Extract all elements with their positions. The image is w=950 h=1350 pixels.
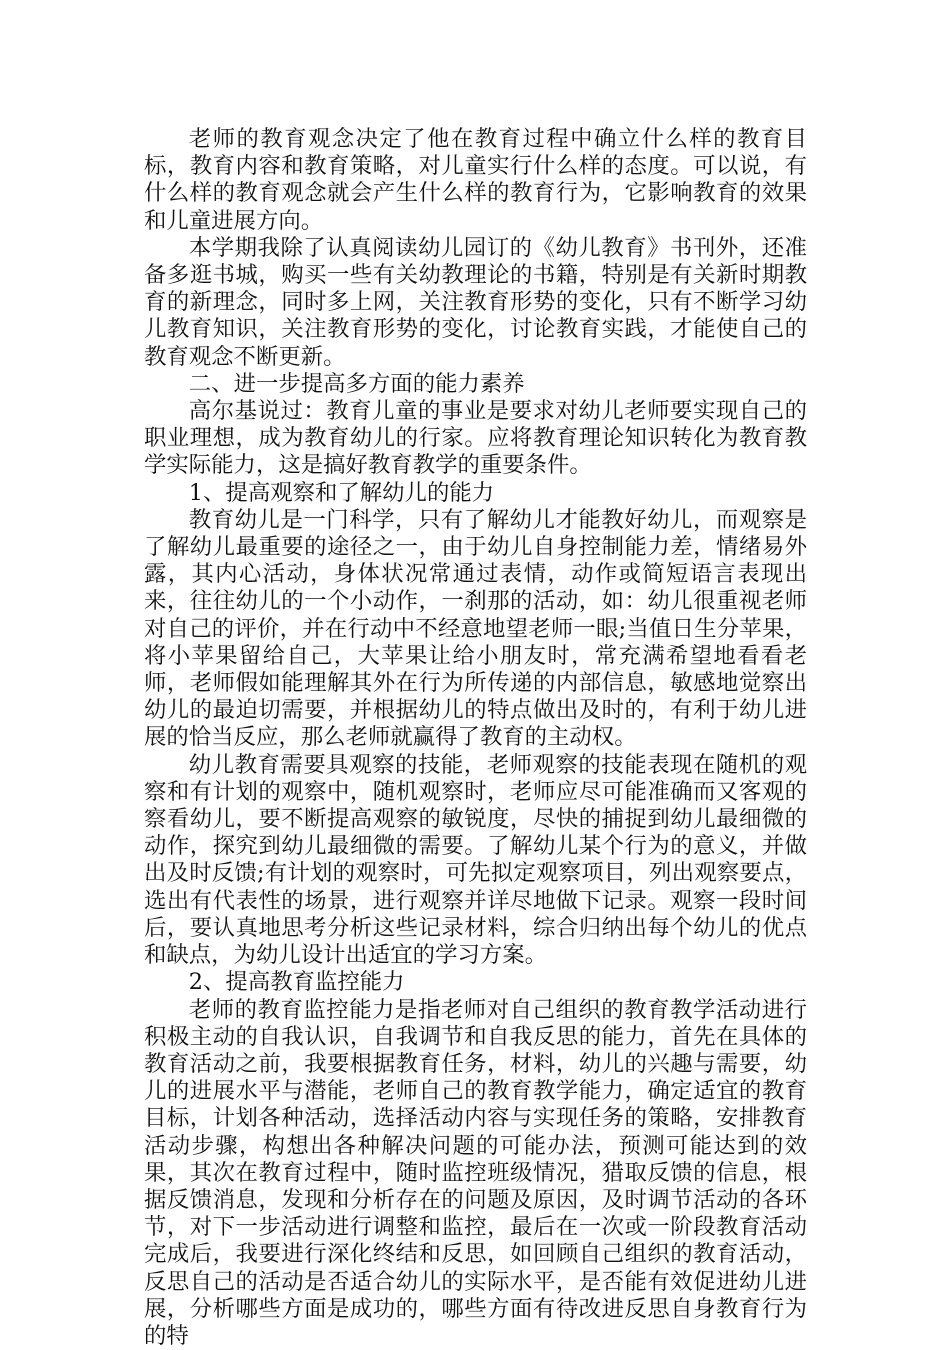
section-heading-ability: 二、进一步提高多方面的能力素养 [144, 371, 807, 398]
paragraph-education-concept: 老师的教育观念决定了他在教育过程中确立什么样的教育目标，教育内容和教育策略，对儿童实行什么样的态度。可以说，有什么样的教育观念就会产生什么样的教育行为，它影响教育的效果和儿童进展方向。 [144, 126, 807, 235]
paragraph-observation-importance: 教育幼儿是一门科学，只有了解幼儿才能教好幼儿，而观察是了解幼儿最重要的途径之一，由于幼儿自身控制能力差，情绪易外露，其内心活动，身体状况常通过表情，动作或简短语言表现出来，往往幼儿的一个小动作，一刹那的活动，如：幼儿很重视老师对自己的评价，并在行动中不经意地望老师一眼;当值日生分苹果，将小苹果留给自己，大苹果让给小朋友时，常充满希望地看看老师，老师假如能理解其外在行为所传递的内部信息，敏感地觉察出幼儿的最迫切需要，并根据幼儿的特点做出及时的，有利于幼儿进展的恰当反应，那么老师就赢得了教育的主动权。 [144, 507, 807, 752]
paragraph-study-plan: 本学期我除了认真阅读幼儿园订的《幼儿教育》书刊外，还准备多逛书城，购买一些有关幼教理论的书籍，特别是有关新时期教育的新理念，同时多上网，关注教育形势的变化，只有不断学习幼儿教育知识，关注教育形势的变化，讨论教育实践，才能使自己的教育观念不断更新。 [144, 235, 807, 371]
subheading-observation: 1、提高观察和了解幼儿的能力 [144, 480, 807, 507]
paragraph-monitoring-ability: 老师的教育监控能力是指老师对自己组织的教育教学活动进行积极主动的自我认识，自我调节和自我反思的能力，首先在具体的教育活动之前，我要根据教育任务，材料，幼儿的兴趣与需要，幼儿的进展水平与潜能，老师自己的教育教学能力，确定适宜的教育目标，计划各种活动，选择活动内容与实现任务的策略，安排教育活动步骤，构想出各种解决问题的可能办法，预测可能达到的效果，其次在教育过程中，随时监控班级情况，猎取反馈的信息，根据反馈消息，发现和分析存在的问题及原因，及时调节活动的各环节，对下一步活动进行调整和监控，最后在一次或一阶段教育活动完成后，我要进行深化终结和反思，如回顾自己组织的教育活动，反思自己的活动是否适合幼儿的实际水平，是否能有效促进幼儿进展，分析哪些方面是成功的，哪些方面有待改进反思自身教育行为的特 [144, 997, 807, 1350]
paragraph-gorky-quote: 高尔基说过：教育儿童的事业是要求对幼儿老师要实现自己的职业理想，成为教育幼儿的行家。应将教育理论知识转化为教育教学实际能力，这是搞好教育教学的重要条件。 [144, 398, 807, 480]
subheading-monitoring: 2、提高教育监控能力 [144, 969, 807, 996]
document-body [144, 126, 807, 1350]
paragraph-observation-skills: 幼儿教育需要具观察的技能，老师观察的技能表现在随机的观察和有计划的观察中，随机观察时，老师应尽可能准确而又客观的察看幼儿，要不断提高观察的敏锐度，尽快的捕捉到幼儿最细微的动作，探究到幼儿最细微的需要。了解幼儿某个行为的意义，并做出及时反馈;有计划的观察时，可先拟定观察项目，列出观察要点，选出有代表性的场景，进行观察并详尽地做下记录。观察一段时间后，要认真地思考分析这些记录材料，综合归纳出每个幼儿的优点和缺点，为幼儿设计出适宜的学习方案。 [144, 752, 807, 970]
